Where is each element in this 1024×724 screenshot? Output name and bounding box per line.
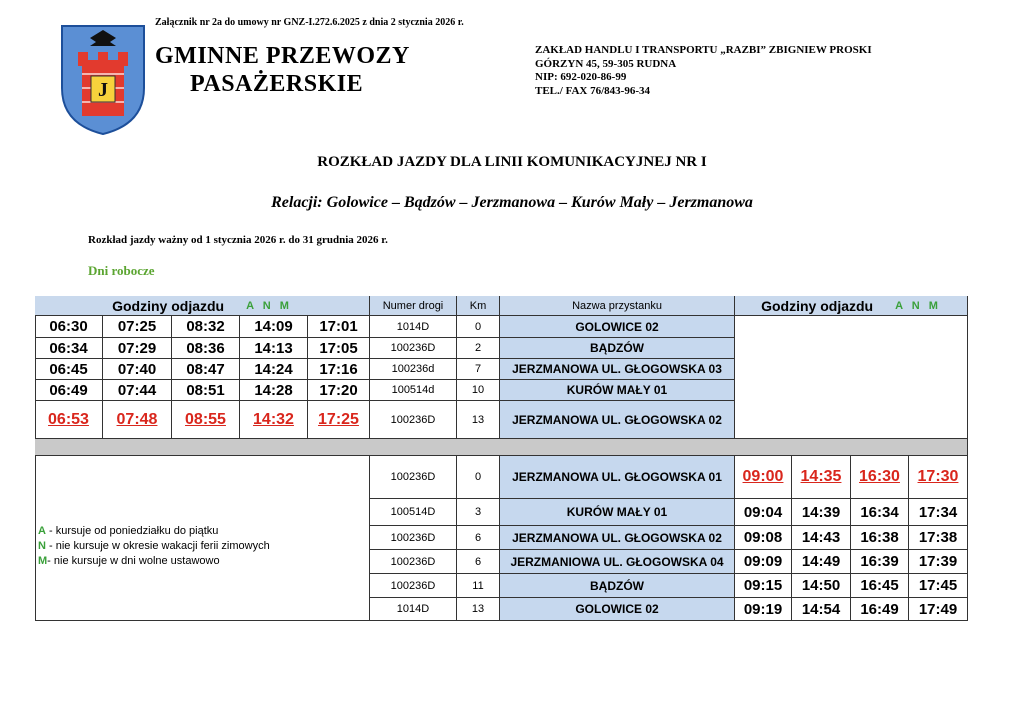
road-number: 1014D: [370, 316, 457, 338]
inbound-departure-time: 16:45: [851, 574, 909, 598]
header-left-codes: A N M: [246, 299, 292, 312]
header-road-number: Numer drogi: [370, 296, 457, 316]
stop-name: JERZMANIOWA UL. GŁOGOWSKA 04: [500, 550, 735, 574]
stop-name: JERZMANOWA UL. GŁOGOWSKA 02: [500, 401, 735, 439]
stop-name: BĄDZÓW: [500, 338, 735, 359]
road-number: 100236D: [370, 401, 457, 439]
legend-item-m: M- nie kursuje w dni wolne ustawowo: [38, 555, 220, 567]
inbound-departure-time: 16:38: [851, 526, 909, 550]
outbound-departure-time: 06:45: [35, 359, 103, 380]
header-right-codes: A N M: [895, 299, 941, 312]
road-number: 100236D: [370, 456, 457, 499]
inbound-departure-time: 17:45: [909, 574, 968, 598]
outbound-departure-time: 07:29: [103, 338, 172, 359]
km-value: 3: [457, 499, 500, 526]
outbound-departure-time: 06:30: [35, 316, 103, 338]
inbound-departure-time: 14:54: [792, 598, 851, 621]
company-name: ZAKŁAD HANDLU I TRANSPORTU „RAZBI” ZBIGNIEW PROSKI: [535, 44, 872, 56]
stop-name: JERZMANOWA UL. GŁOGOWSKA 02: [500, 526, 735, 550]
road-number: 1014D: [370, 598, 457, 621]
stop-name: GOLOWICE 02: [500, 316, 735, 338]
road-number: 100514d: [370, 380, 457, 401]
km-value: 6: [457, 526, 500, 550]
annex-note: Załącznik nr 2a do umowy nr GNZ-I.272.6.2025 z dnia 2 stycznia 2026 r.: [155, 17, 464, 28]
inbound-departure-time: 17:30: [909, 456, 968, 499]
stop-name: KURÓW MAŁY 01: [500, 499, 735, 526]
outbound-departure-time: 14:13: [240, 338, 308, 359]
company-nip: NIP: 692-020-86-99: [535, 71, 627, 83]
inbound-departure-time: 14:49: [792, 550, 851, 574]
stop-name: JERZMANOWA UL. GŁOGOWSKA 01: [500, 456, 735, 499]
company-phone: TEL./ FAX 76/843-96-34: [535, 84, 650, 97]
company-info: [535, 44, 872, 98]
company-address: GÓRZYN 45, 59-305 RUDNA: [535, 57, 677, 70]
outbound-departure-time: 17:25: [308, 401, 370, 439]
inbound-departure-time: 09:08: [735, 526, 792, 550]
outbound-departure-time: 06:53: [35, 401, 103, 439]
outbound-departure-time: 14:28: [240, 380, 308, 401]
inbound-departure-time: 14:35: [792, 456, 851, 499]
outbound-departure-time: 14:09: [240, 316, 308, 338]
inbound-departure-time: 16:39: [851, 550, 909, 574]
road-number: 100236D: [370, 526, 457, 550]
outbound-departure-time: 17:16: [308, 359, 370, 380]
legend-item-n: N - nie kursuje w okresie wakacji ferii zimowych: [38, 540, 270, 552]
header-right-label: Godziny odjazdu: [761, 297, 874, 314]
inbound-departure-time: 14:50: [792, 574, 851, 598]
header-departure-times-right: [735, 296, 968, 316]
inbound-departure-time: 17:38: [909, 526, 968, 550]
road-number: 100236D: [370, 550, 457, 574]
validity-note: Rozkład jazdy ważny od 1 stycznia 2026 r. do 31 grudnia 2026 r.: [88, 234, 388, 246]
road-number: 100514D: [370, 499, 457, 526]
km-value: 0: [457, 456, 500, 499]
stop-name: BĄDZÓW: [500, 574, 735, 598]
outbound-departure-time: 17:20: [308, 380, 370, 401]
day-type-label: Dni robocze: [88, 263, 155, 278]
outbound-departure-time: 08:51: [172, 380, 240, 401]
outbound-departure-time: 07:40: [103, 359, 172, 380]
outbound-departure-time: 14:24: [240, 359, 308, 380]
brand-line-1: GMINNE PRZEWOZY: [155, 43, 410, 69]
header-km: Km: [457, 296, 500, 316]
inbound-departure-time: 17:39: [909, 550, 968, 574]
brand-line-2: PASAŻERSKIE: [190, 71, 364, 97]
header-stop-name: Nazwa przystanku: [500, 296, 735, 316]
outbound-departure-time: 07:48: [103, 401, 172, 439]
inbound-departure-time: 14:39: [792, 499, 851, 526]
km-value: 13: [457, 598, 500, 621]
stop-name: GOLOWICE 02: [500, 598, 735, 621]
inbound-departure-time: 17:49: [909, 598, 968, 621]
road-number: 100236D: [370, 338, 457, 359]
outbound-departure-time: 08:55: [172, 401, 240, 439]
separator-row: [35, 439, 968, 456]
outbound-departure-time: 17:05: [308, 338, 370, 359]
outbound-departure-time: 14:32: [240, 401, 308, 439]
inbound-departure-time: 09:19: [735, 598, 792, 621]
outbound-departure-time: 08:47: [172, 359, 240, 380]
road-number: 100236d: [370, 359, 457, 380]
coat-of-arms-logo: [60, 24, 146, 136]
inbound-departure-time: 09:09: [735, 550, 792, 574]
route-subtitle: Relacji: Golowice – Bądzów – Jerzmanowa – Kurów Mały – Jerzmanowa: [271, 194, 753, 211]
outbound-departure-time: 06:49: [35, 380, 103, 401]
outbound-departure-time: 07:44: [103, 380, 172, 401]
km-value: 6: [457, 550, 500, 574]
inbound-departure-time: 16:30: [851, 456, 909, 499]
stop-name: JERZMANOWA UL. GŁOGOWSKA 03: [500, 359, 735, 380]
inbound-departure-time: 09:00: [735, 456, 792, 499]
road-number: 100236D: [370, 574, 457, 598]
inbound-departure-time: 16:49: [851, 598, 909, 621]
inbound-departure-time: 16:34: [851, 499, 909, 526]
km-value: 7: [457, 359, 500, 380]
inbound-departure-time: 14:43: [792, 526, 851, 550]
header-left-label: Godziny odjazdu: [112, 297, 225, 314]
km-value: 2: [457, 338, 500, 359]
outbound-departure-time: 17:01: [308, 316, 370, 338]
outbound-departure-time: 08:32: [172, 316, 240, 338]
inbound-departure-time: 09:15: [735, 574, 792, 598]
svg-text:J: J: [98, 79, 108, 101]
legend: [38, 524, 270, 569]
km-value: 10: [457, 380, 500, 401]
km-value: 0: [457, 316, 500, 338]
empty-right-block: [735, 316, 968, 439]
legend-item-a: A - kursuje od poniedziałku do piątku: [38, 525, 219, 537]
outbound-departure-time: 06:34: [35, 338, 103, 359]
inbound-departure-time: 17:34: [909, 499, 968, 526]
km-value: 11: [457, 574, 500, 598]
header-departure-times-left: [35, 296, 370, 316]
km-value: 13: [457, 401, 500, 439]
stop-name: KURÓW MAŁY 01: [500, 380, 735, 401]
inbound-departure-time: 09:04: [735, 499, 792, 526]
page-title: ROZKŁAD JAZDY DLA LINII KOMUNIKACYJNEJ NR I: [317, 154, 707, 170]
outbound-departure-time: 07:25: [103, 316, 172, 338]
outbound-departure-time: 08:36: [172, 338, 240, 359]
